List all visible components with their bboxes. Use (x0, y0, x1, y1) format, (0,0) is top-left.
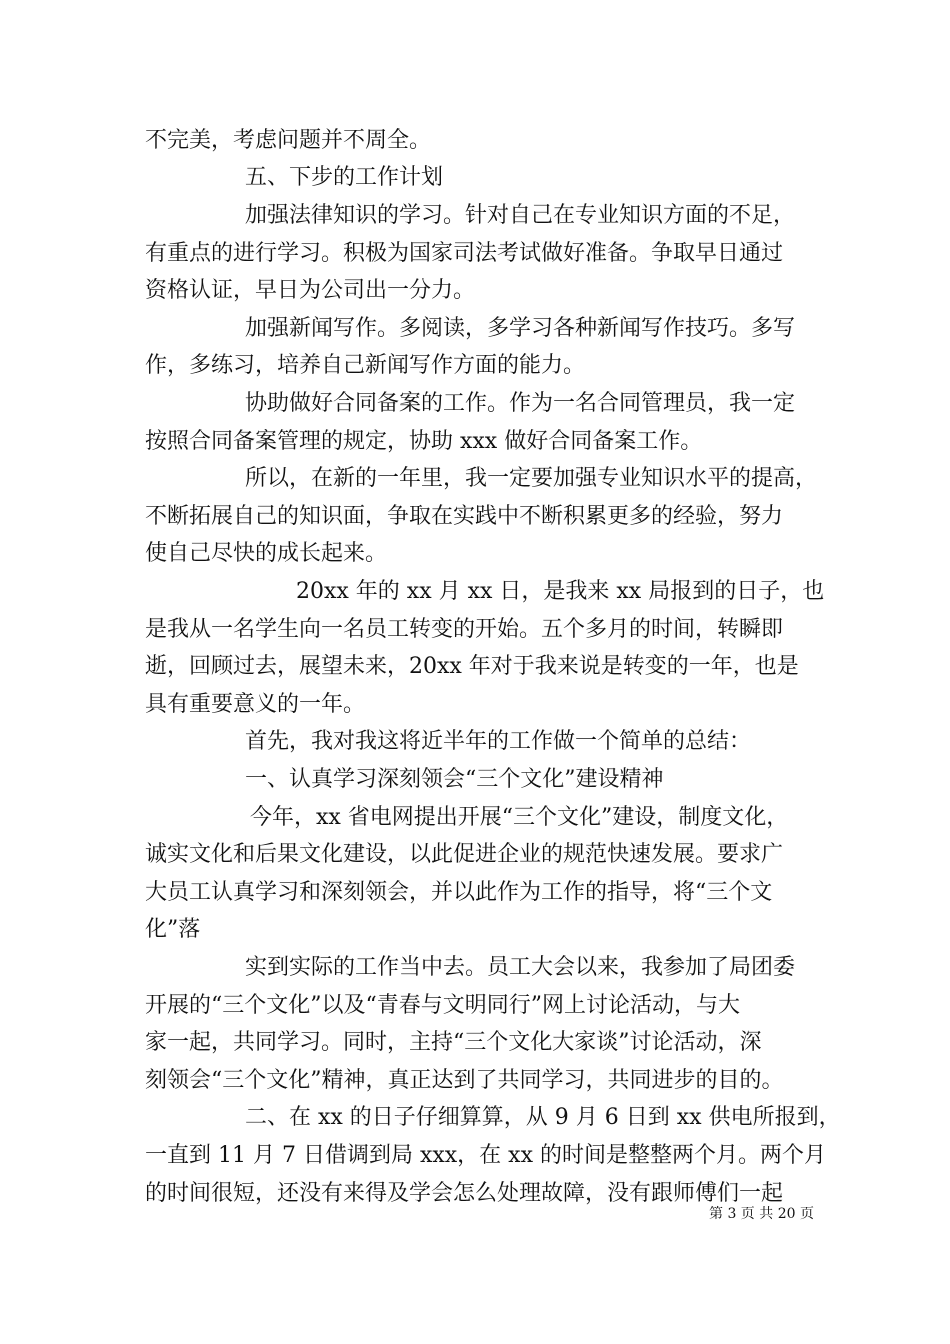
text-line: 逝，回顾过去，展望未来，20xx 年对于我来说是转变的一年，也是 (145, 654, 799, 679)
section-heading: 一、认真学习深刻领会“三个文化”建设精神 (245, 767, 664, 792)
text-line: 诚实文化和后果文化建设，以此促进企业的规范快速发展。要求广 (145, 842, 784, 867)
text-line: 开展的“三个文化”以及“青春与文明同行”网上讨论活动，与大 (145, 993, 740, 1018)
page-number: 第 3 页 共 20 页 (709, 1206, 814, 1222)
text-line: 是我从一名学生向一名员工转变的开始。五个多月的时间，转瞬即 (145, 617, 784, 642)
text-line: 不完美，考虑问题并不周全。 (145, 128, 432, 153)
text-line: 资格认证，早日为公司出一分力。 (145, 278, 476, 303)
text-line: 加强新闻写作。多阅读，多学习各种新闻写作技巧。多写 (245, 316, 796, 341)
text-line: 使自己尽快的成长起来。 (145, 541, 388, 566)
text-line: 化”落 (145, 917, 201, 942)
section-heading: 二、在 xx 的日子仔细算算，从 9 月 6 日到 xx 供电所报到， (245, 1105, 841, 1130)
text-line: 的时间很短，还没有来得及学会怎么处理故障，没有跟师傅们一起 (145, 1181, 784, 1206)
text-line: 20xx 年的 xx 月 xx 日，是我来 xx 局报到的日子，也 (296, 579, 825, 604)
section-heading: 五、下步的工作计划 (245, 165, 444, 190)
text-line: 加强法律知识的学习。针对自己在专业知识方面的不足， (245, 203, 796, 228)
text-line: 作，多练习，培养自己新闻写作方面的能力。 (145, 353, 586, 378)
text-line: 所以，在新的一年里，我一定要加强专业知识水平的提高， (245, 466, 818, 491)
text-line: 一直到 11 月 7 日借调到局 xxx，在 xx 的时间是整整两个月。两个月 (145, 1143, 826, 1168)
text-line: 今年，xx 省电网提出开展“三个文化”建设，制度文化， (250, 805, 789, 830)
text-line: 刻领会“三个文化”精神，真正达到了共同学习，共同进步的目的。 (145, 1068, 784, 1093)
text-line: 具有重要意义的一年。 (145, 692, 366, 717)
text-line: 实到实际的工作当中去。员工大会以来，我参加了局团委 (245, 955, 796, 980)
text-line: 首先，我对我这将近半年的工作做一个简单的总结： (245, 729, 752, 754)
text-line: 大员工认真学习和深刻领会，并以此作为工作的指导，将“三个文 (145, 880, 773, 905)
text-line: 有重点的进行学习。积极为国家司法考试做好准备。争取早日通过 (145, 241, 784, 266)
text-line: 协助做好合同备案的工作。作为一名合同管理员，我一定 (245, 391, 796, 416)
text-line: 按照合同备案管理的规定，协助 xxx 做好合同备案工作。 (145, 429, 703, 454)
text-line: 不断拓展自己的知识面，争取在实践中不断积累更多的经验，努力 (145, 504, 784, 529)
text-line: 家一起，共同学习。同时，主持“三个文化大家谈”讨论活动，深 (145, 1030, 762, 1055)
